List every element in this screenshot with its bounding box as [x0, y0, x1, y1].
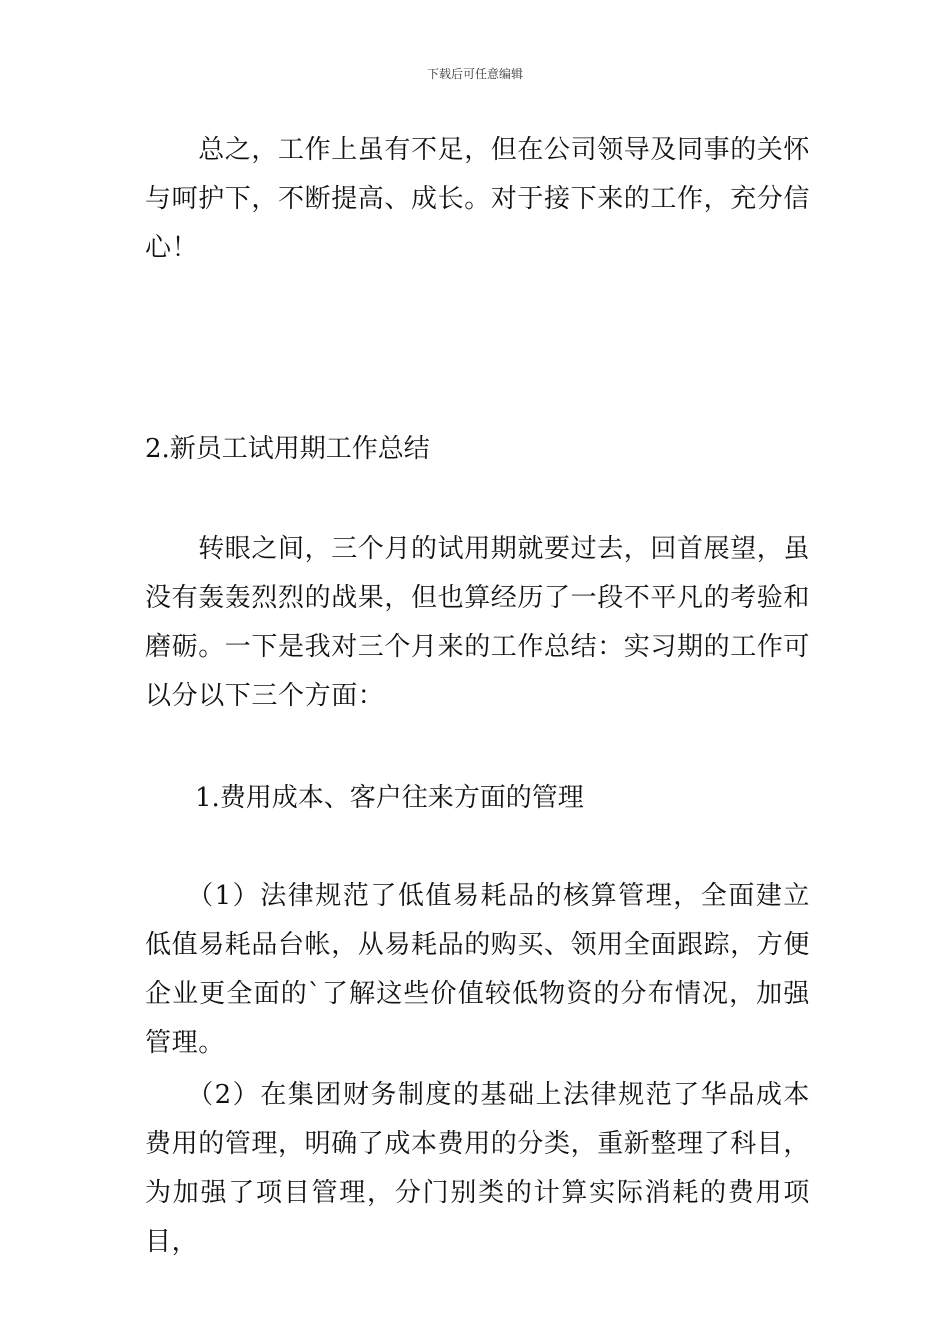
section-heading: 2.新员工试用期工作总结: [145, 434, 430, 464]
paragraph-item-1: （1）法律规范了低值易耗品的核算管理，全面建立低值易耗品台帐，从易耗品的购买、领用全面跟踪，方便企业更全面的`了解这些价值较低物资的分布情况，加强管理。: [145, 881, 811, 1058]
paragraph-intro: 转眼之间，三个月的试用期就要过去，回首展望，虽没有轰轰烈烈的战果，但也算经历了一段不平凡的考验和磨砺。一下是我对三个月来的工作总结：实习期的工作可以分以下三个方面：: [145, 534, 811, 711]
page-header: 下载后可任意编辑: [426, 67, 523, 81]
subsection-heading: 1.费用成本、客户往来方面的管理: [195, 783, 584, 813]
paragraph-item-2: （2）在集团财务制度的基础上法律规范了华品成本费用的管理，明确了成本费用的分类，重新整理了科目，为加强了项目管理，分门别类的计算实际消耗的费用项目，: [145, 1080, 811, 1257]
paragraph-conclusion: 总之，工作上虽有不足，但在公司领导及同事的关怀与呵护下，不断提高、成长。对于接下来的工作，充分信心！: [145, 135, 811, 263]
